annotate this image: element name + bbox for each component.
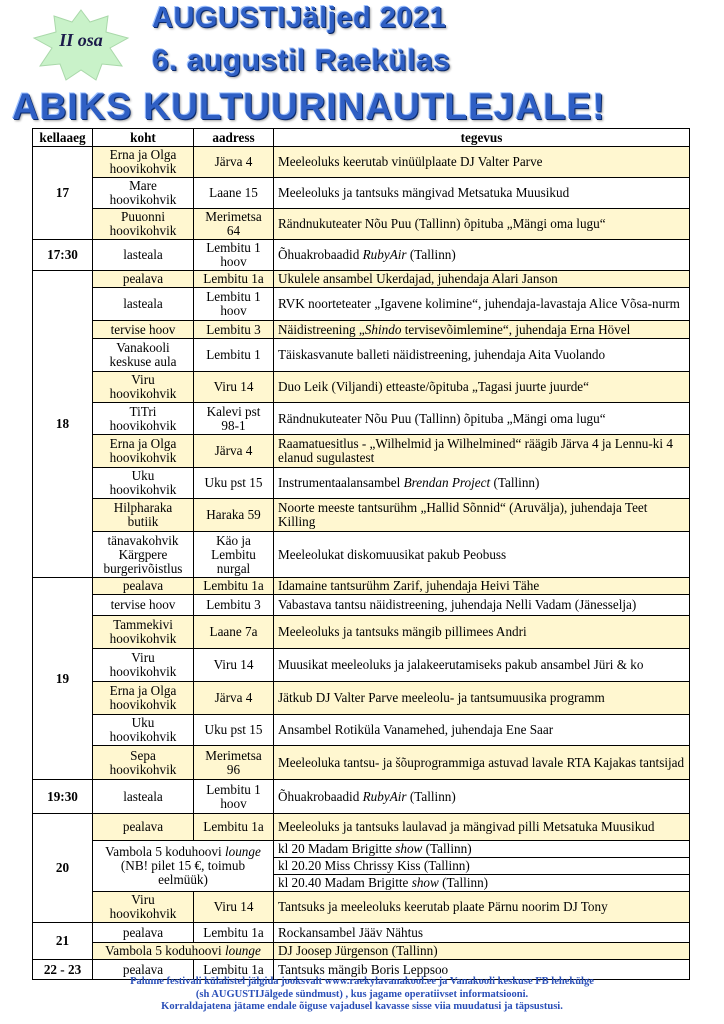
- activity-cell: Meeleoluka tantsu- ja šõuprogrammiga astuvad lavale RTA Kajakas tantsijad: [274, 746, 690, 780]
- place-cell: Erna ja Olga hoovikohvik: [93, 435, 194, 468]
- place-cell: pealava: [93, 814, 194, 841]
- table-row: [33, 649, 690, 682]
- activity-cell: Meeleoluks ja tantsuks mängib pillimees Andri: [274, 616, 690, 649]
- address-cell: Haraka 59: [194, 499, 274, 532]
- activity-cell: Tantsuks ja meeleoluks keerutab plaate Pärnu noorim DJ Tony: [274, 892, 690, 923]
- table-row: [33, 178, 690, 209]
- address-cell: Kalevi pst 98-1: [194, 403, 274, 435]
- table-row: [33, 372, 690, 403]
- place-cell: Viru hoovikohvik: [93, 892, 194, 923]
- address-cell: Laane 15: [194, 178, 274, 209]
- place-cell: Uku hoovikohvik: [93, 468, 194, 499]
- activity-text: (Tallinn): [406, 788, 456, 804]
- activity-cell: Muusikat meeleoluks ja jalakeerutamiseks pakub ansambel Jüri & ko: [274, 649, 690, 682]
- table-row: [33, 682, 690, 715]
- place-cell: Erna ja Olga hoovikohvik: [93, 682, 194, 715]
- header-activity: tegevus: [274, 129, 690, 147]
- table-row: [33, 923, 690, 943]
- activity-text: Õhuakrobaadid: [278, 247, 363, 262]
- activity-cell: [274, 780, 690, 814]
- time-cell: 18: [33, 271, 93, 578]
- activity-cell: RVK noorteteater „Igavene kolimine“, juhendaja-lavastaja Alice Võsa-nurm: [274, 288, 690, 321]
- activity-cell: Rockansambel Jääv Nähtus: [274, 923, 690, 943]
- table-row: [33, 616, 690, 649]
- activity-cell: Tantsuks mängib Boris Leppsoo: [274, 960, 690, 980]
- place-cell: Mare hoovikohvik: [93, 178, 194, 209]
- table-row: [33, 780, 690, 814]
- table-row: [33, 892, 690, 923]
- activity-cell: DJ Joosep Jürgenson (Tallinn): [274, 943, 690, 960]
- table-row: [33, 271, 690, 288]
- address-cell: Lembitu 3: [194, 595, 274, 616]
- place-cell: TiTri hoovikohvik: [93, 403, 194, 435]
- address-cell: Lembitu 1a: [194, 578, 274, 595]
- activity-text: kl 20.20 Miss Chrissy Kiss (Tallinn): [278, 858, 470, 873]
- place-cell: pealava: [93, 923, 194, 943]
- activity-text: Õhuakrobaadid: [278, 788, 363, 804]
- address-cell: Lembitu 1a: [194, 923, 274, 943]
- activity-cell: [274, 240, 690, 271]
- header-time: kellaaeg: [33, 129, 93, 147]
- activity-cell: Raamatuesitlus - „Wilhelmid ja Wilhelmined“ räägib Järva 4 ja Lennu-ki 4 elanud sugulastest: [274, 435, 690, 468]
- table-header-row: [33, 129, 690, 147]
- place-cell: Hilpharaka butiik: [93, 499, 194, 532]
- address-cell: Viru 14: [194, 372, 274, 403]
- time-cell: 20: [33, 814, 93, 923]
- table-row: [33, 715, 690, 746]
- activity-cell: Jätkub DJ Valter Parve meeleolu- ja tantsumuusika programm: [274, 682, 690, 715]
- table-row: [33, 147, 690, 178]
- table-row: [33, 288, 690, 321]
- place-cell-lounge: [93, 841, 274, 892]
- activity-text: Instrumentaalansambel: [278, 475, 404, 490]
- address-cell: Laane 7a: [194, 616, 274, 649]
- time-cell: 21: [33, 923, 93, 960]
- activity-cell: Meeleoluks ja tantsuks mängivad Metsatuka Muusikud: [274, 178, 690, 209]
- place-cell: lasteala: [93, 240, 194, 271]
- table-row: [33, 435, 690, 468]
- place-cell: pealava: [93, 271, 194, 288]
- time-cell: 19:30: [33, 780, 93, 814]
- place-cell: lasteala: [93, 288, 194, 321]
- time-cell: 17: [33, 147, 93, 240]
- table-row: [33, 499, 690, 532]
- activity-text: (Tallinn): [490, 475, 540, 490]
- place-cell: Uku hoovikohvik: [93, 715, 194, 746]
- footer-line: (sh AUGUSTIJälgede sündmust) , kus jagame operatiivset informatsiooni.: [195, 988, 529, 1000]
- part-badge: [30, 8, 132, 82]
- activity-emphasis: Brendan Project: [403, 475, 491, 490]
- address-cell: Merimetsa 96: [194, 746, 274, 780]
- time-cell: 17:30: [33, 240, 93, 271]
- activity-text: kl 20.40 Madam Brigitte: [278, 875, 412, 890]
- activity-cell: [274, 468, 690, 499]
- place-cell: Vanakooli keskuse aula: [93, 339, 194, 372]
- place-cell: pealava: [93, 960, 194, 980]
- activity-cell: Duo Leik (Viljandi) etteaste/õpituba „Tagasi juurte juurde“: [274, 372, 690, 403]
- table-row: [33, 578, 690, 595]
- activity-cell: Idamaine tantsurühm Zarif, juhendaja Heivi Tähe: [274, 578, 690, 595]
- address-cell: Lembitu 1a: [194, 960, 274, 980]
- address-cell: Järva 4: [194, 435, 274, 468]
- place-text: Vambola 5 koduhoovi: [105, 844, 225, 859]
- table-row: [33, 746, 690, 780]
- activity-emphasis: RubyAir: [362, 788, 407, 804]
- activity-cell: Täiskasvanute balleti näidistreening, juhendaja Aita Vuolando: [274, 339, 690, 372]
- footer-line: Palume festivali külalistel jälgida jooksvalt www.raekylavanakool.ee ja Vanakooli keskuse FB lehekülge: [130, 976, 594, 987]
- place-cell: Puuonni hoovikohvik: [93, 209, 194, 240]
- place-cell-lounge: [93, 943, 274, 960]
- table-row: [33, 814, 690, 841]
- place-cell: Tammekivi hoovikohvik: [93, 616, 194, 649]
- place-cell: lasteala: [93, 780, 194, 814]
- activity-text: (Tallinn): [438, 875, 489, 890]
- activity-cell: Rändnukuteater Nõu Puu (Tallinn) õpituba „Mängi oma lugu“: [274, 403, 690, 435]
- address-cell: Viru 14: [194, 649, 274, 682]
- activity-text: Näidistreening „: [278, 321, 365, 337]
- address-cell: Järva 4: [194, 147, 274, 178]
- activity-cell: Ansambel Rotiküla Vanamehed, juhendaja Ene Saar: [274, 715, 690, 746]
- activity-text: (Tallinn): [406, 247, 456, 262]
- time-cell: 22 - 23: [33, 960, 93, 980]
- place-cell: Sepa hoovikohvik: [93, 746, 194, 780]
- footer-line: Korraldajatena jätame endale õiguse vajadusel kavasse sisse viia muudatusi ja täpsustusi.: [161, 1001, 563, 1012]
- activity-text: kl 20 Madam Brigitte: [278, 841, 396, 856]
- address-cell: Uku pst 15: [194, 715, 274, 746]
- activity-text: (Tallinn): [422, 841, 472, 856]
- address-cell: Lembitu 1 hoov: [194, 288, 274, 321]
- badge-label: II osa: [59, 30, 103, 50]
- activity-cell: [274, 875, 690, 892]
- place-cell: tänavakohvik Kärgpere burgerivõistlus: [93, 532, 194, 578]
- activity-cell: [274, 841, 690, 858]
- address-cell: Viru 14: [194, 892, 274, 923]
- activity-cell: [274, 858, 690, 875]
- activity-cell: Meeleoluks ja tantsuks laulavad ja mängivad pilli Metsatuka Muusikud: [274, 814, 690, 841]
- place-emphasis: lounge: [224, 844, 261, 859]
- activity-cell: Vabastava tantsu näidistreening, juhendaja Nelli Vadam (Jänesselja): [274, 595, 690, 616]
- address-cell: Uku pst 15: [194, 468, 274, 499]
- activity-emphasis: show: [411, 875, 439, 890]
- header-place: koht: [93, 129, 194, 147]
- activity-emphasis: RubyAir: [362, 247, 407, 262]
- schedule-table: [32, 128, 690, 980]
- activity-emphasis: show: [395, 841, 423, 856]
- table-row: [33, 841, 690, 858]
- activity-cell: Meeleolukat diskomuusikat pakub Peobuss: [274, 532, 690, 578]
- place-text: Vambola 5 koduhoovi: [105, 943, 225, 958]
- time-cell: 19: [33, 578, 93, 780]
- activity-emphasis: Shindo: [364, 321, 402, 337]
- address-cell: Järva 4: [194, 682, 274, 715]
- header-address: aadress: [194, 129, 274, 147]
- address-cell: Lembitu 3: [194, 321, 274, 339]
- activity-cell: Noorte meeste tantsurühm „Hallid Sõnnid“ (Aruvälja), juhendaja Teet Killing: [274, 499, 690, 532]
- activity-text: tervisevõimlemine“, juhendaja Erna Hövel: [401, 321, 631, 337]
- address-cell: Käo ja Lembitu nurgal: [194, 532, 274, 578]
- place-cell: Viru hoovikohvik: [93, 649, 194, 682]
- place-cell: Erna ja Olga hoovikohvik: [93, 147, 194, 178]
- table-row: [33, 209, 690, 240]
- table-row: [33, 321, 690, 339]
- table-row: [33, 943, 690, 960]
- place-emphasis: lounge: [224, 943, 261, 958]
- footer-notice: [0, 976, 724, 1014]
- address-cell: Lembitu 1a: [194, 814, 274, 841]
- table-row: [33, 595, 690, 616]
- activity-cell: Ukulele ansambel Ukerdajad, juhendaja Alari Janson: [274, 271, 690, 288]
- address-cell: Lembitu 1 hoov: [194, 780, 274, 814]
- ticket-note: (NB! pilet 15 €, toimub eelmüük): [120, 858, 246, 887]
- table-row: [33, 240, 690, 271]
- event-date-place: 6. augustil Raekülas: [152, 44, 451, 77]
- festival-title: AUGUSTIJäljed 2021: [152, 2, 447, 34]
- address-cell: Lembitu 1: [194, 339, 274, 372]
- place-cell: tervise hoov: [93, 321, 194, 339]
- guide-headline: ABIKS KULTUURINAUTLEJALE!: [12, 86, 606, 127]
- activity-cell: Rändnukuteater Nõu Puu (Tallinn) õpituba „Mängi oma lugu“: [274, 209, 690, 240]
- place-cell: tervise hoov: [93, 595, 194, 616]
- place-cell: Viru hoovikohvik: [93, 372, 194, 403]
- table-row: [33, 403, 690, 435]
- table-row: [33, 339, 690, 372]
- address-cell: Lembitu 1 hoov: [194, 240, 274, 271]
- activity-cell: Meeleoluks keerutab vinüülplaate DJ Valter Parve: [274, 147, 690, 178]
- table-row: [33, 468, 690, 499]
- place-cell: pealava: [93, 578, 194, 595]
- activity-cell: [274, 321, 690, 339]
- table-row: [33, 532, 690, 578]
- address-cell: Merimetsa 64: [194, 209, 274, 240]
- address-cell: Lembitu 1a: [194, 271, 274, 288]
